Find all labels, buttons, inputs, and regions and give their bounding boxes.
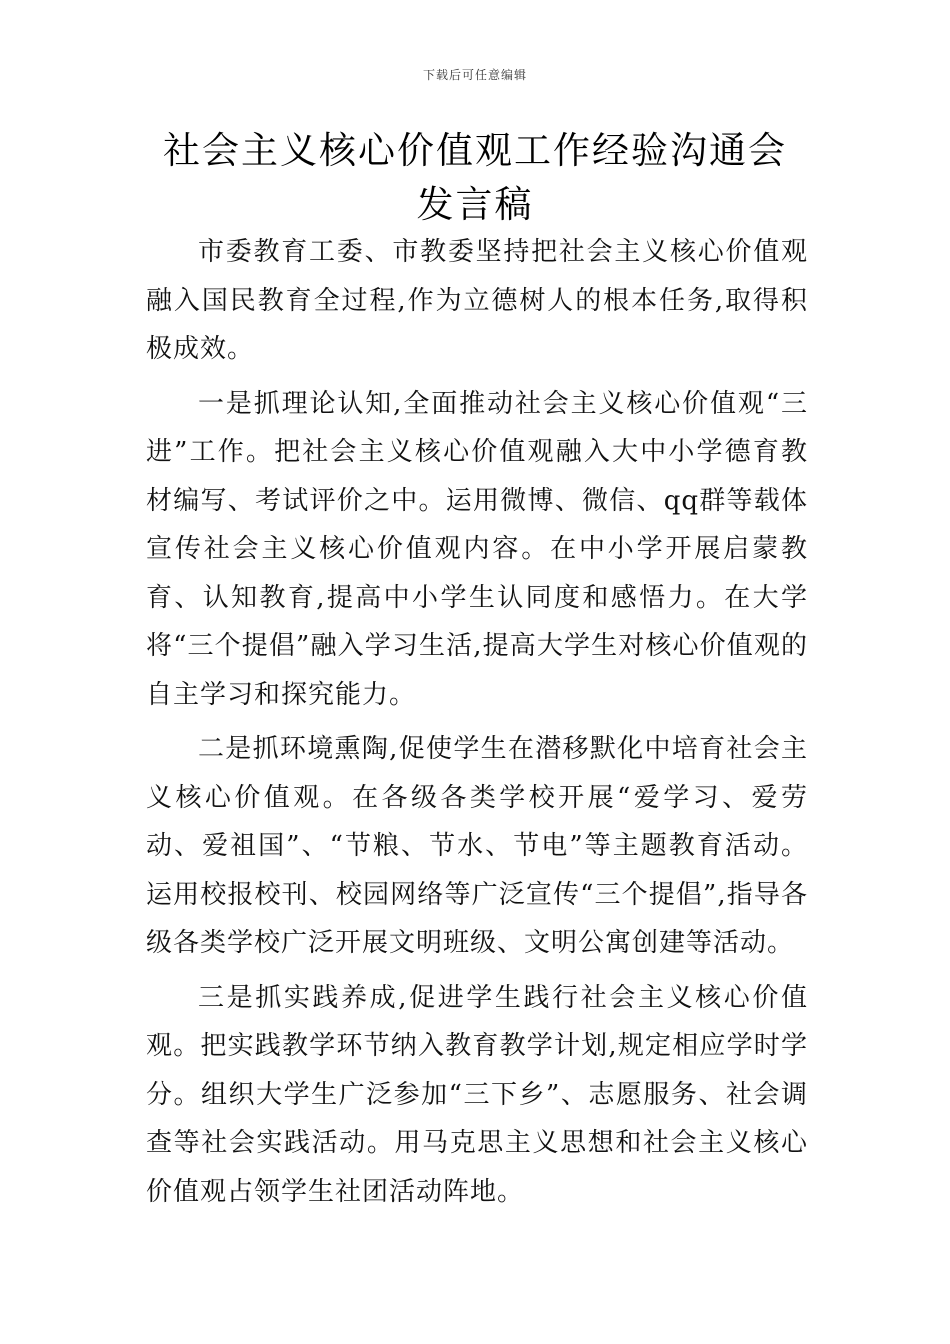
document-title: 社会主义核心价值观工作经验沟通会发言稿 [163, 129, 787, 226]
paragraph-practice: 三是抓实践养成,促进学生践行社会主义核心价值观。把实践教学环节纳入教育教学计划,规定相应学时学分。组织大学生广泛参加“三下乡”、志愿服务、社会调查等社会实践活动。用马克思主义思想和社会主义核心价值观占领学生社团活动阵地。 [146, 982, 808, 1207]
header-note: 下载后可任意编辑 [422, 68, 527, 82]
document-body [146, 228, 808, 1216]
paragraph-intro: 市委教育工委、市教委坚持把社会主义核心价值观融入国民教育全过程,作为立德树人的根本任务,取得积极成效。 [146, 237, 808, 364]
paragraph-theory: 一是抓理论认知,全面推动社会主义核心价值观“三进”工作。把社会主义核心价值观融入大中小学德育教材编写、考试评价之中。运用微博、微信、qq群等载体宣传社会主义核心价值观内容。在中小学开展启蒙教育、认知教育,提高中小学生认同度和感悟力。在大学将“三个提倡”融入学习生活,提高大学生对核心价值观的自主学习和探究能力。 [146, 388, 808, 710]
paragraph-environment: 二是抓环境熏陶,促使学生在潜移默化中培育社会主义核心价值观。在各级各类学校开展“爱学习、爱劳动、爱祖国”、“节粮、节水、节电”等主题教育活动。运用校报校刊、校园网络等广泛宣传“三个提倡”,指导各级各类学校广泛开展文明班级、文明公寓创建等活动。 [146, 734, 808, 958]
